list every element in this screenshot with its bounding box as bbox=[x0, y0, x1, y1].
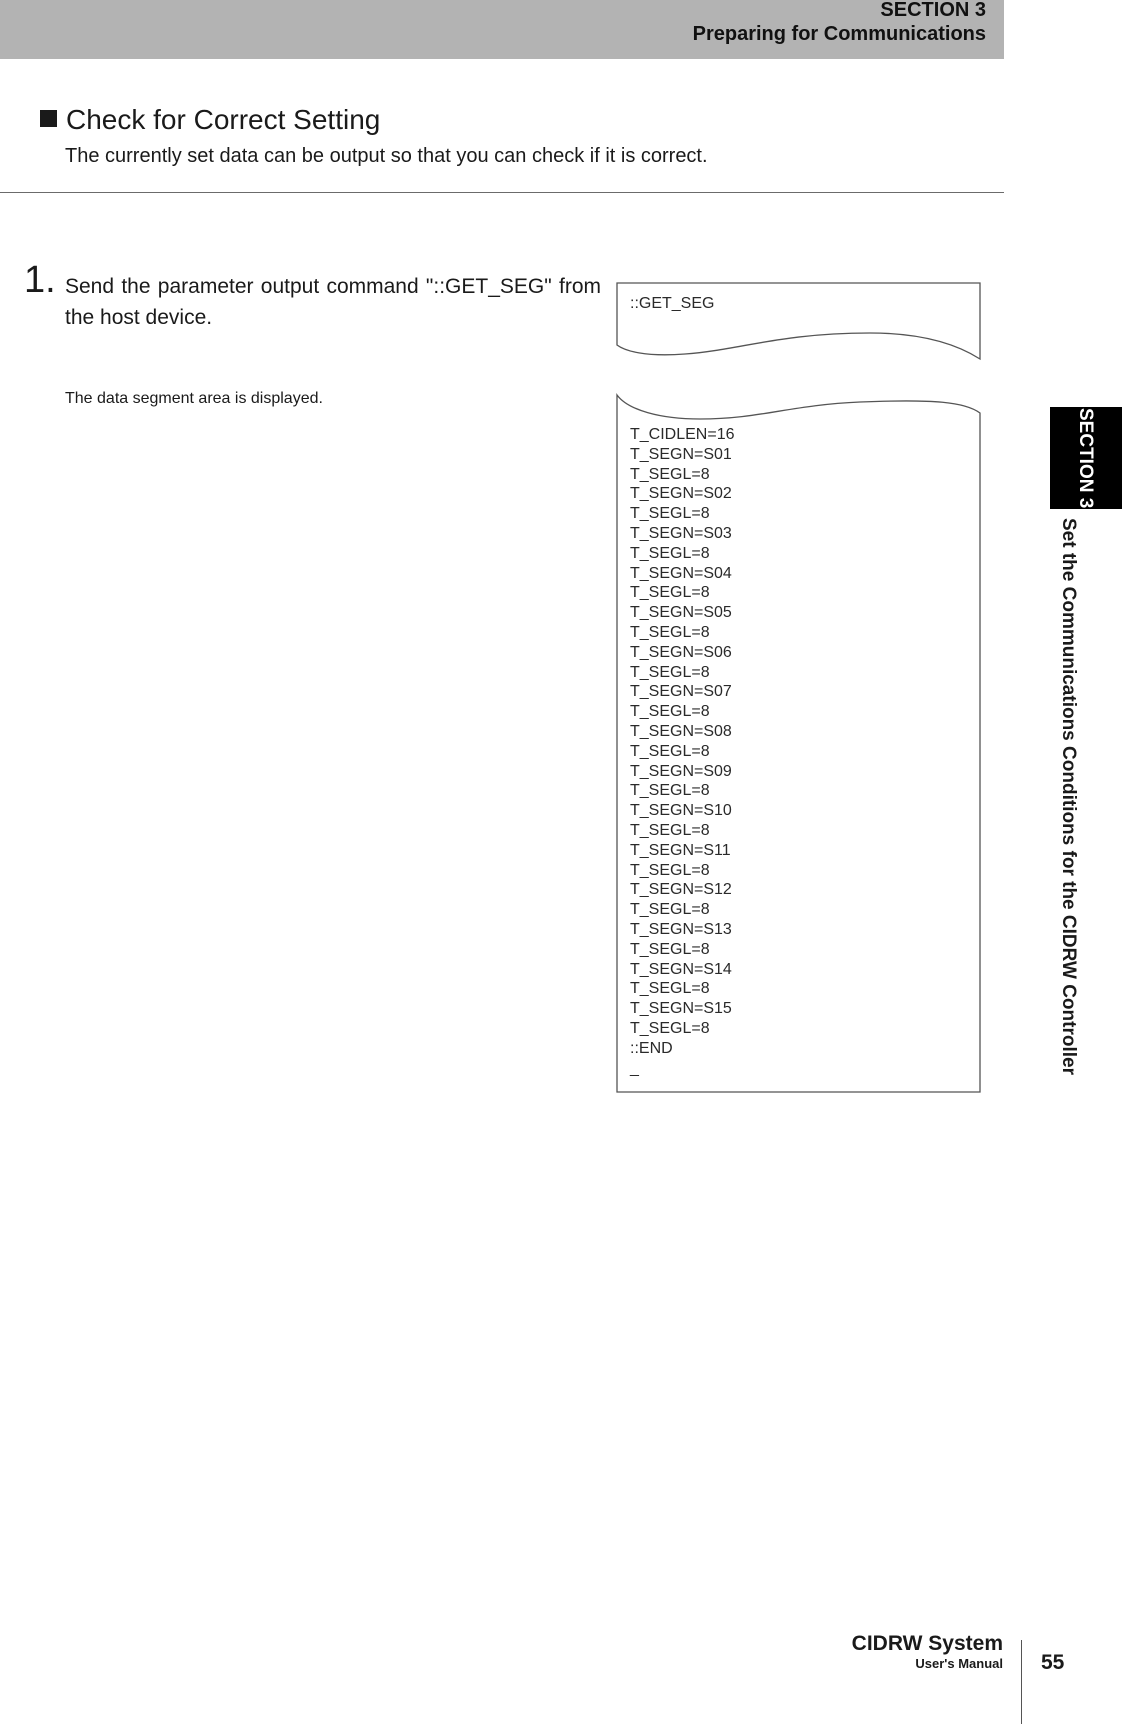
output-line: T_SEGL=8 bbox=[630, 742, 710, 760]
output-line: T_SEGN=S08 bbox=[630, 722, 732, 740]
step-instruction: Send the parameter output command "::GET_SEG" from the host device. bbox=[65, 275, 601, 329]
output-line: T_SEGN=S10 bbox=[630, 802, 732, 820]
output-line: T_SEGN=S05 bbox=[630, 604, 732, 622]
footer-manual-label: User's Manual bbox=[915, 1656, 1003, 1671]
output-line: _ bbox=[630, 1059, 639, 1077]
command-box-text: ::GET_SEG bbox=[630, 295, 715, 312]
header-band bbox=[0, 0, 1004, 59]
black-square-icon bbox=[40, 110, 57, 127]
footer-divider bbox=[1021, 1640, 1022, 1724]
output-line: T_SEGN=S03 bbox=[630, 524, 732, 542]
output-line: T_SEGL=8 bbox=[630, 544, 710, 562]
output-line: T_SEGN=S01 bbox=[630, 445, 732, 463]
output-line: T_SEGL=8 bbox=[630, 901, 710, 919]
header-title: Preparing for Communications bbox=[692, 23, 986, 45]
output-line: T_SEGN=S02 bbox=[630, 485, 732, 503]
side-tab-section-label: SECTION 3 bbox=[1075, 407, 1096, 509]
step-note: The data segment area is displayed. bbox=[65, 390, 323, 407]
output-line: T_SEGL=8 bbox=[630, 584, 710, 602]
side-tab-title: Set the Communications Conditions for the CIDRW Controller bbox=[1058, 518, 1079, 1075]
header-section-label: SECTION 3 bbox=[880, 0, 986, 21]
footer-product-name: CIDRW System bbox=[851, 1632, 1003, 1655]
step-number: 1. bbox=[24, 259, 56, 301]
output-line: T_SEGN=S15 bbox=[630, 1000, 732, 1018]
heading-title: Check for Correct Setting bbox=[66, 104, 381, 135]
output-line: T_SEGN=S12 bbox=[630, 881, 732, 899]
output-line: T_SEGL=8 bbox=[630, 782, 710, 800]
output-line: T_SEGL=8 bbox=[630, 465, 710, 483]
output-line: T_SEGL=8 bbox=[630, 623, 710, 641]
output-line: T_SEGN=S07 bbox=[630, 683, 732, 701]
output-line: T_SEGL=8 bbox=[630, 861, 710, 879]
output-line: T_SEGN=S11 bbox=[630, 841, 731, 859]
output-line: T_SEGL=8 bbox=[630, 980, 710, 998]
section-heading bbox=[40, 103, 380, 137]
output-line: ::END bbox=[630, 1039, 673, 1057]
page-number: 55 bbox=[1041, 1651, 1065, 1674]
output-line: T_SEGL=8 bbox=[630, 821, 710, 839]
output-line: T_SEGL=8 bbox=[630, 505, 710, 523]
output-box-lines bbox=[630, 425, 735, 1078]
output-line: T_SEGN=S13 bbox=[630, 920, 732, 938]
output-line: T_SEGN=S04 bbox=[630, 564, 732, 582]
output-line: T_SEGL=8 bbox=[630, 1019, 710, 1037]
divider bbox=[0, 192, 1004, 193]
output-line: T_CIDLEN=16 bbox=[630, 426, 735, 443]
intro-text: The currently set data can be output so that you can check if it is correct. bbox=[65, 145, 708, 167]
output-line: T_SEGN=S14 bbox=[630, 960, 732, 978]
output-line: T_SEGN=S09 bbox=[630, 762, 732, 780]
output-line: T_SEGL=8 bbox=[630, 703, 710, 721]
output-line: T_SEGL=8 bbox=[630, 663, 710, 681]
output-line: T_SEGN=S06 bbox=[630, 643, 732, 661]
output-line: T_SEGL=8 bbox=[630, 940, 710, 958]
